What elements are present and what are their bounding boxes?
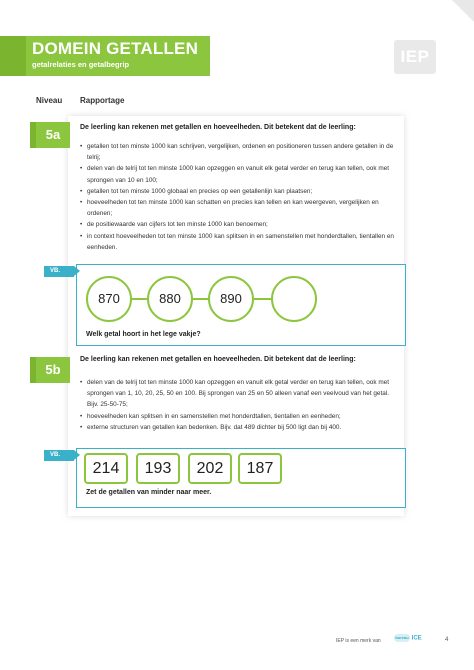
example-tag: VB. xyxy=(44,266,74,277)
bureau-ice-logo xyxy=(394,634,426,646)
footer-brand-text: IEP is een merk van xyxy=(336,638,381,644)
bullet-list-5b xyxy=(80,377,396,433)
list-item: • getallen tot ten minste 1000 globaal en precies op een getallenlijn kan plaatsen; xyxy=(80,186,396,197)
list-item: • delen van de telrij tot ten minste 1000 kan opzeggen en vanuit elk getal verder en terug kan tellen, ook met sprongen van 10 en 100; xyxy=(80,163,396,185)
column-header-niveau: Niveau xyxy=(36,96,63,105)
list-item: • hoeveelheden kan splitsen in en samenstellen met honderdtallen, tientallen en eenheden; xyxy=(80,411,396,422)
number-card: 214 xyxy=(84,453,128,484)
badge-flag xyxy=(30,357,36,383)
ice-logo-text: ICE xyxy=(411,635,422,642)
number-card: 187 xyxy=(238,453,282,484)
empty-number-circle xyxy=(271,276,317,322)
header-accent xyxy=(0,36,26,76)
list-item: • in context hoeveelheden tot ten minste 1000 kan splitsen in en samenstellen met honderdtallen, tientallen en eenheden. xyxy=(80,231,396,253)
bureau-logo-mark: bureau xyxy=(395,635,409,640)
section-intro-5b: De leerling kan rekenen met getallen en hoeveelheden. Dit betekent dat de leerling: xyxy=(80,356,356,363)
list-item: • externe structuren van getallen kan bedenken. Bijv. dat 489 dichter bij 500 ligt dan bij 400. xyxy=(80,422,396,433)
iep-logo: IEP xyxy=(394,40,436,74)
example-question-5b: Zet de getallen van minder naar meer. xyxy=(86,489,212,496)
number-circle: 870 xyxy=(86,276,132,322)
number-card: 193 xyxy=(136,453,180,484)
section-intro-5a: De leerling kan rekenen met getallen en hoeveelheden. Dit betekent dat de leerling: xyxy=(80,124,356,131)
column-header-rapportage: Rapportage xyxy=(80,96,125,105)
list-item: • hoeveelheden tot ten minste 1000 kan schatten en precies kan tellen en kan weergeven, vergelijken en ordenen; xyxy=(80,197,396,219)
level-label: 5a xyxy=(45,127,61,142)
level-badge-5a xyxy=(36,122,70,148)
example-tag: VB. xyxy=(44,450,74,461)
page-corner-fold xyxy=(452,0,474,22)
bullet-list-5a xyxy=(80,141,396,253)
number-card: 202 xyxy=(188,453,232,484)
level-label: 5b xyxy=(45,362,61,377)
list-item: • de positiewaarde van cijfers tot ten minste 1000 kan benoemen; xyxy=(80,219,396,230)
example-question-5a: Welk getal hoort in het lege vakje? xyxy=(86,331,201,338)
domain-title: DOMEIN GETALLEN xyxy=(32,39,199,58)
list-item: • delen van de telrij tot ten minste 1000 kan opzeggen en vanuit elk getal verder en terug kan tellen, ook met sprongen van 1, 10, 20, 25, 50 en 100. Bij sprongen van 25 en 50 alleen vanaf een veelvoud van het getal. Bijv. 25-50-75; xyxy=(80,377,396,411)
level-badge-5b xyxy=(36,357,70,383)
badge-flag xyxy=(30,122,36,148)
list-item: • getallen tot ten minste 1000 kan schrijven, vergelijken, ordenen en positioneren tussen andere getallen in de telrij; xyxy=(80,141,396,163)
number-circle: 880 xyxy=(147,276,193,322)
number-circle: 890 xyxy=(208,276,254,322)
page-number: 4 xyxy=(445,637,449,643)
domain-subtitle: getalrelaties en getalbegrip xyxy=(32,60,130,69)
